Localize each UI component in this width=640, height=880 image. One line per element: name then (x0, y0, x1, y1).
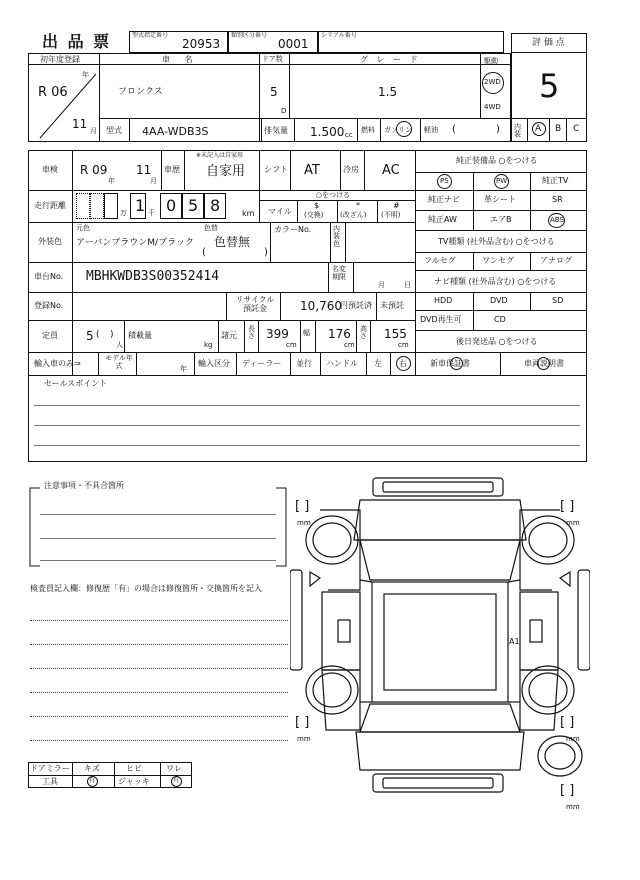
displacement-value: 1.500 (310, 125, 345, 139)
history-note: ※未記入は自家用 (196, 152, 244, 159)
height-value: 155 (384, 327, 407, 341)
mileage-box-3 (104, 193, 118, 219)
damage-mark-a1: A1 (509, 637, 520, 646)
legend-jack: ジャッキ (118, 777, 150, 786)
equip-abs: ABS (550, 216, 564, 224)
equipment-title: 純正装備品 ○をつける (456, 156, 538, 165)
color-paren-open: ( (202, 247, 206, 258)
inspection-year: R 09 (80, 163, 108, 177)
unknown-label: # (393, 201, 400, 210)
first-reg-year-unit: 年 (82, 71, 89, 79)
navi-hdd: HDD (434, 296, 453, 305)
serial-label: シリアル番号 (321, 32, 357, 39)
color-change-label: 色替 (204, 224, 218, 232)
reg-no-label: 登録No. (34, 301, 64, 310)
notes-label: 注意事項・不具合箇所 (44, 481, 124, 490)
original-color-label: 元色 (76, 224, 90, 232)
first-reg-year: R 06 (38, 85, 68, 100)
exterior-color-value: アーバンブラウンM/ブラック (76, 238, 194, 248)
interior-c: C (573, 124, 580, 134)
interior-b: B (555, 124, 562, 134)
shipping-warranty: 新車保証書 (430, 359, 470, 368)
capacity-paren-close: ) (110, 330, 114, 340)
capacity-paren: ( (96, 330, 100, 340)
color-paren-close: ) (264, 247, 268, 258)
navi-cd: CD (494, 315, 506, 324)
grade-label: グ レ ー ド (360, 55, 421, 64)
tv-analog: アナログ (540, 256, 572, 265)
mileage-digit-2: 5 (188, 196, 199, 215)
color-change-value: 色替無 (214, 235, 251, 249)
bracket-rear-left: [ ] (295, 715, 310, 730)
inspector-label: 検査員記入欄：修復歴「有」の場合は修復箇所・交換箇所を記入 (30, 584, 262, 593)
equip-ps: PS (440, 177, 449, 185)
import-type-label: 輸入区分 (198, 359, 230, 368)
mm-rear-right: mm (566, 735, 580, 743)
category-label: 類別区分番号 (231, 32, 268, 39)
height-label: 高さ (360, 325, 367, 340)
sales-point-label: セールスポイント (44, 379, 108, 388)
navi-title: ナビ種類 (社外品含む) ○をつける (434, 277, 557, 286)
ac-value: AC (382, 163, 400, 178)
mm-front-left: mm (297, 519, 311, 527)
length-value: 399 (266, 327, 289, 341)
score-label: 評 価 点 (532, 38, 565, 48)
model-year-unit: 年 (180, 365, 187, 373)
dimensions-label: 諸元 (221, 331, 237, 340)
displacement-label: 排気量 (264, 126, 288, 135)
width-unit: cm (344, 341, 355, 349)
first-reg-month-unit: 月 (90, 127, 97, 135)
mm-front-right: mm (566, 519, 580, 527)
equip-aw: 純正AW (428, 215, 457, 224)
width-value: 176 (328, 327, 351, 341)
car-damage-diagram (290, 470, 590, 810)
exchange-sub: (交換) (304, 211, 324, 219)
interior-a: A (535, 124, 542, 134)
name-change-label: 名変期限 (332, 265, 346, 281)
ac-label: 冷房 (343, 165, 359, 174)
equip-airbag: エアB (490, 215, 512, 224)
score-value: 5 (539, 67, 560, 105)
exterior-label: 外装色 (38, 237, 62, 246)
tv-fullseg: フルセグ (424, 256, 456, 265)
tv-title: TV種類 (社外品含む) ○をつける (438, 237, 555, 246)
model-label: 型式 (106, 126, 122, 135)
doors-value: 5 (270, 85, 278, 99)
recycle-unpaid: 未預託 (380, 301, 404, 310)
navi-dvd-play: DVD再生可 (420, 315, 462, 324)
first-reg-slash (30, 66, 98, 140)
manual-circle (537, 357, 550, 370)
capacity-label: 定員 (42, 331, 58, 340)
interior-label: 内装 (514, 123, 521, 138)
length-label: 長さ (248, 325, 255, 340)
drive-2wd: 2WD (484, 78, 501, 86)
shipping-title: 後日発送品 ○をつける (456, 337, 538, 346)
mileage-box-2 (90, 193, 104, 219)
recycle-value: 10,760 (300, 299, 342, 313)
equip-leather: 革シート (484, 195, 516, 204)
tamper-label: * (356, 201, 360, 210)
notes-bracket (26, 481, 290, 570)
mileage-digit-3: 8 (210, 196, 221, 215)
bracket-front-right: [ ] (560, 499, 575, 514)
exchange-label: $ (314, 201, 320, 210)
mm-spare: mm (566, 803, 580, 811)
form-title: 出 品 票 (42, 32, 112, 51)
width-label: 幅 (303, 329, 310, 337)
model-year-label: モデル年式 (105, 354, 133, 371)
dealer-label: ディーラー (242, 359, 282, 368)
history-label: 車歴 (164, 165, 180, 174)
chassis-value: MBHKWDB3S00352414 (86, 269, 220, 284)
legend-tool-have: 有 (89, 777, 96, 784)
bracket-spare: [ ] (560, 783, 575, 798)
length-unit: cm (286, 341, 297, 349)
chassis-label: 車台No. (34, 272, 64, 281)
unknown-sub: (不明) (381, 211, 401, 219)
model-designation-value: 20953 (182, 37, 221, 51)
mile-label: マイル (268, 207, 292, 216)
mileage-sen-unit: 千 (148, 209, 155, 217)
fuel-circle (396, 121, 412, 137)
shipping-manual: 車両説明書 (524, 359, 564, 368)
capacity-value: 5 (86, 329, 94, 343)
legend-crack: ヒビ (126, 764, 142, 773)
mileage-digit-1: 0 (166, 196, 177, 215)
model-value: 4AA-WDB3S (142, 125, 209, 138)
height-unit: cm (398, 341, 409, 349)
navi-sd: SD (552, 296, 564, 305)
interior-color-label: 内装色 (333, 225, 340, 248)
legend-tool: 工具 (42, 777, 58, 786)
category-value: 0001 (278, 37, 309, 51)
handle-label: ハンドル (326, 359, 358, 368)
warranty-circle (450, 357, 463, 370)
name-change-month-unit: 月 (378, 281, 385, 289)
oil-paren-open: ( (452, 124, 456, 135)
color-no-label: カラーNo. (274, 225, 312, 234)
inspection-month: 11 (136, 163, 152, 177)
inspection-month-unit: 月 (150, 177, 157, 185)
oil-paren-close: ) (496, 124, 500, 135)
legend-scratch: キズ (84, 764, 100, 773)
shift-label: シフト (264, 165, 288, 174)
bracket-rear-right: [ ] (560, 715, 575, 730)
import-label: 輸入車のみ⇒ (34, 359, 81, 368)
right-label: 右 (399, 359, 407, 368)
mileage-label: 走行距離 (34, 201, 66, 210)
name-change-day-unit: 日 (404, 281, 411, 289)
mileage-circle-note: ○をつける (316, 191, 351, 199)
tamper-sub: (改ざん) (340, 211, 367, 219)
fuel-gasoline: ガソリン (384, 126, 412, 134)
first-reg-month: 11 (72, 117, 88, 131)
sales-line-2 (34, 425, 580, 426)
grade-value: 1.5 (378, 85, 398, 99)
inspection-year-unit: 年 (108, 177, 115, 185)
mileage-man-unit: 万 (120, 209, 127, 217)
tv-oneseg: ワンセグ (482, 256, 514, 265)
shift-value: AT (304, 163, 320, 178)
sales-line-3 (34, 445, 580, 446)
inspection-label: 車検 (42, 165, 58, 174)
drive-4wd: 4WD (484, 103, 501, 111)
mileage-km-unit: km (242, 209, 255, 218)
door-type: D (281, 107, 287, 115)
parallel-label: 並行 (296, 359, 312, 368)
mileage-box-1 (76, 193, 90, 219)
mm-rear-left: mm (297, 735, 311, 743)
load-unit: kg (204, 341, 213, 349)
bracket-front-left: [ ] (295, 499, 310, 514)
equip-tv: 純正TV (542, 176, 569, 185)
history-value: 自家用 (206, 164, 246, 179)
load-label: 積載量 (128, 331, 152, 340)
equip-sr: SR (552, 195, 563, 204)
drive-label: 駆動 (484, 57, 498, 65)
first-reg-label: 初年度登録 (40, 55, 80, 64)
left-label: 左 (374, 359, 382, 368)
recycle-label: リサイクル預託金 (235, 295, 275, 313)
doors-label: ドア数 (262, 55, 283, 63)
legend-broken: ワレ (166, 764, 182, 773)
legend-jack-have: 有 (173, 777, 180, 784)
recycle-paid: 円預託済 (340, 301, 372, 310)
equip-navi: 純正ナビ (428, 195, 460, 204)
navi-dvd: DVD (490, 296, 508, 305)
mileage-man: 1 (135, 196, 146, 215)
car-name-value: フロンクス (118, 87, 163, 97)
capacity-unit: 人 (116, 341, 123, 349)
equip-pw: PW (496, 177, 508, 185)
oil-label: 軽油 (424, 126, 438, 134)
fuel-label: 燃料 (361, 126, 375, 134)
sales-line-1 (34, 405, 580, 406)
car-name-label: 車 名 (162, 55, 199, 64)
displacement-unit: cc (345, 131, 353, 139)
model-designation-label: 型式指定番号 (132, 32, 169, 39)
legend-door-mirror: ドアミラー (30, 764, 70, 773)
